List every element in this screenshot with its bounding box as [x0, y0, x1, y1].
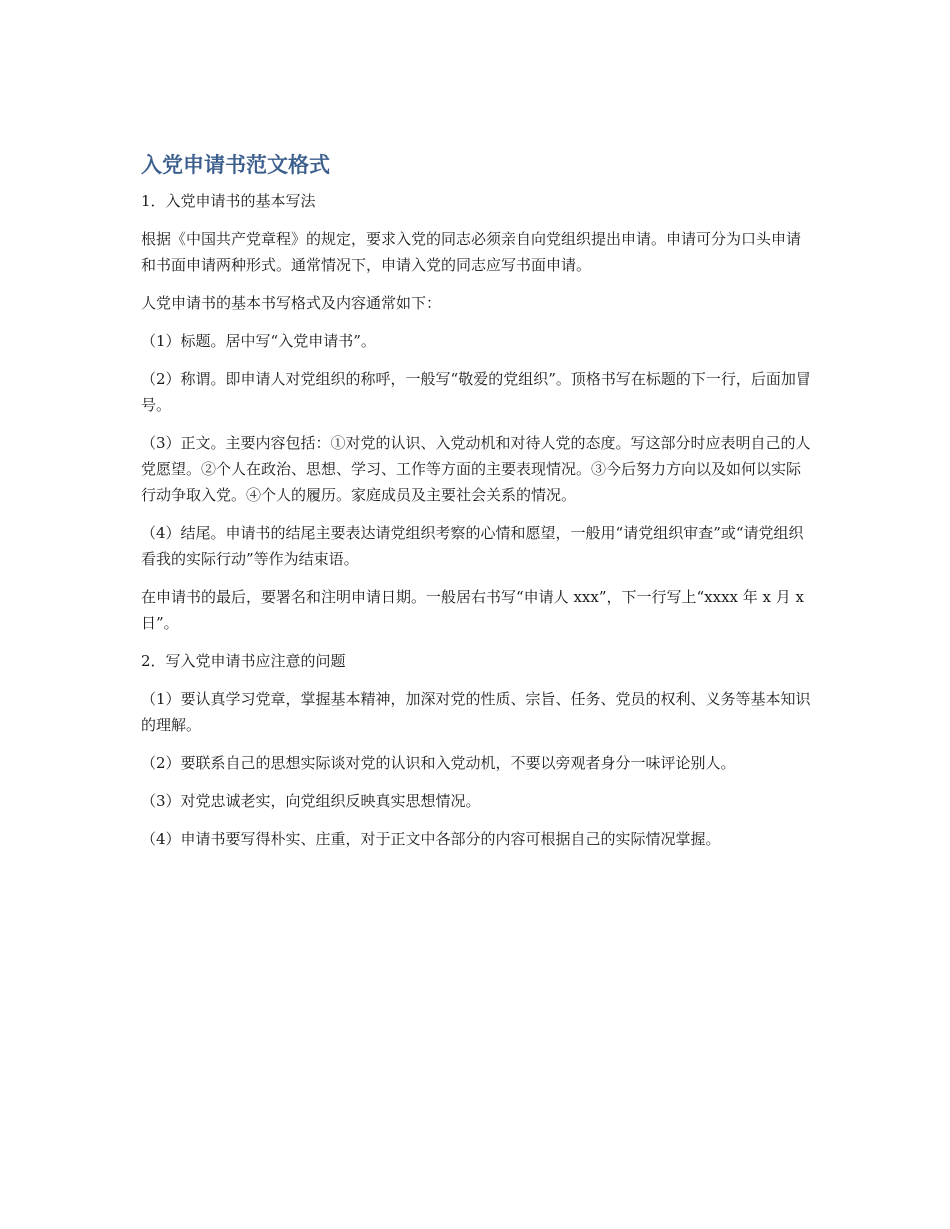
paragraph: （3）对党忠诚老实，向党组织反映真实思想情况。 — [141, 792, 481, 810]
section-heading-1: 1．入党申请书的基本写法 — [141, 192, 316, 210]
paragraph: （3）正文。主要内容包括：①对党的认识、入党动机和对待人党的态度。写这部分时应表明自己的人党愿望。②个人在政治、思想、学习、工作等方面的主要表现情况。③今后努力方向以及如何以实际行动争取入党。④个人的履历。家庭成员及主要社会关系的情况。 — [141, 434, 811, 504]
section-heading-2: 2．写入党申请书应注意的问题 — [141, 652, 346, 670]
paragraph: 根据《中国共产党章程》的规定，要求入党的同志必须亲自向党组织提出申请。申请可分为口头申请和书面申请两种形式。通常情况下，申请入党的同志应写书面申请。 — [141, 230, 802, 274]
paragraph: （2）要联系自己的思想实际谈对党的认识和入党动机，不要以旁观者身分一味评论别人。 — [141, 754, 736, 772]
paragraph: （4）结尾。申请书的结尾主要表达请党组织考察的心情和愿望，一般用“请党组织审查”或“请党组织看我的实际行动”等作为结束语。 — [141, 524, 804, 568]
document-page — [141, 150, 811, 864]
paragraph: （4）申请书要写得朴实、庄重，对于正文中各部分的内容可根据自己的实际情况掌握。 — [141, 830, 721, 848]
paragraph: （1）标题。居中写“入党申请书”。 — [141, 332, 376, 350]
paragraph: （1）要认真学习党章，掌握基本精神，加深对党的性质、宗旨、任务、党员的权利、义务等基本知识的理解。 — [141, 690, 811, 734]
paragraph: 在申请书的最后，要署名和注明申请日期。一般居右书写“申请人 xxx”，下一行写上“xxxx 年 x 月 x 日”。 — [141, 588, 804, 632]
paragraph: （2）称谓。即申请人对党组织的称呼，一般写“敬爱的党组织”。顶格书写在标题的下一行，后面加冒号。 — [141, 370, 811, 414]
paragraph: 人党申请书的基本书写格式及内容通常如下： — [141, 294, 442, 312]
document-title: 入党申请书范文格式 — [141, 153, 330, 177]
